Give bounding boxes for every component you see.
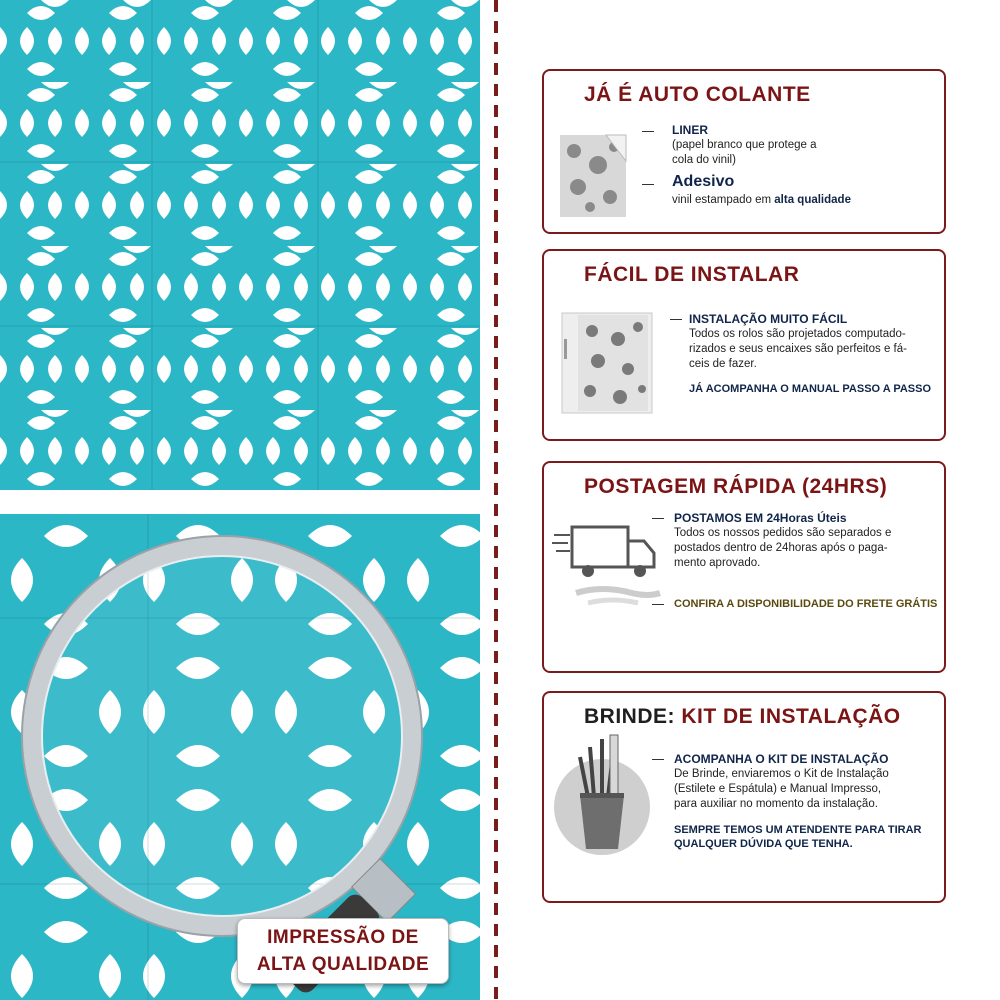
- instalar-line-3: ceis de fazer.: [689, 358, 757, 370]
- leaf-pattern: [0, 0, 480, 490]
- brinde-line-2: (Estilete e Espátula) e Manual Impresso,: [674, 783, 882, 795]
- card-brinde-kit: [542, 691, 946, 903]
- postagem-note: CONFIRA A DISPONIBILIDADE DO FRETE GRÁTIS: [674, 598, 938, 610]
- card-title: BRINDE: KIT DE INSTALAÇÃO: [584, 705, 901, 728]
- card-title: JÁ É AUTO COLANTE: [584, 83, 811, 106]
- tool-cup-icon: [550, 727, 654, 857]
- brinde-line-1: De Brinde, enviaremos o Kit de Instalação: [674, 768, 889, 780]
- delivery-truck-icon: [552, 523, 662, 613]
- peeling-vinyl-icon: [560, 131, 630, 221]
- pointer-line: [670, 319, 682, 320]
- pointer-line: [652, 759, 664, 760]
- pointer-line: [652, 604, 664, 605]
- instalar-line-1: Todos os rolos são projetados computado-: [689, 328, 906, 340]
- card-title: FÁCIL DE INSTALAR: [584, 263, 800, 286]
- adesivo-label: Adesivo: [672, 173, 735, 190]
- postagem-line-2: postados dentro de 24horas após o paga-: [674, 542, 888, 554]
- instalar-heading: INSTALAÇÃO MUITO FÁCIL: [689, 312, 848, 326]
- card-title: POSTAGEM RÁPIDA (24HRS): [584, 475, 888, 498]
- postagem-heading: POSTAMOS EM 24Horas Úteis: [674, 511, 847, 525]
- fridge-wrap-icon: [558, 309, 658, 419]
- quality-badge: [237, 918, 449, 984]
- badge-line-1: IMPRESSÃO DE: [267, 927, 419, 948]
- brinde-line-3: para auxiliar no momento da instalação.: [674, 798, 878, 810]
- postagem-line-3: mento aprovado.: [674, 557, 761, 569]
- pointer-line: [642, 184, 654, 185]
- liner-label: LINER: [672, 123, 708, 137]
- card-auto-colante: [542, 69, 946, 234]
- liner-desc-1: (papel branco que protege a: [672, 139, 817, 151]
- badge-line-2: ALTA QUALIDADE: [256, 954, 430, 975]
- card-facil-instalar: [542, 249, 946, 441]
- pointer-line: [642, 131, 654, 132]
- postagem-line-1: Todos os nossos pedidos são separados e: [674, 527, 892, 539]
- adesivo-desc: vinil estampado em alta qualidade: [672, 194, 851, 206]
- instalar-note: JÁ ACOMPANHA O MANUAL PASSO A PASSO: [689, 383, 932, 395]
- pointer-line: [652, 518, 664, 519]
- liner-desc-2: cola do vinil): [672, 154, 736, 166]
- brinde-note-1: SEMPRE TEMOS UM ATENDENTE PARA TIRAR: [674, 824, 922, 836]
- brinde-heading: ACOMPANHA O KIT DE INSTALAÇÃO: [674, 752, 889, 766]
- dashed-divider: [492, 0, 500, 1000]
- brinde-note-2: QUALQUER DÚVIDA QUE TENHA.: [674, 838, 853, 850]
- pattern-preview-top: [0, 0, 480, 490]
- instalar-line-2: rizados e seus encaixes são perfeitos e fá-: [689, 343, 907, 355]
- card-postagem-rapida: [542, 461, 946, 673]
